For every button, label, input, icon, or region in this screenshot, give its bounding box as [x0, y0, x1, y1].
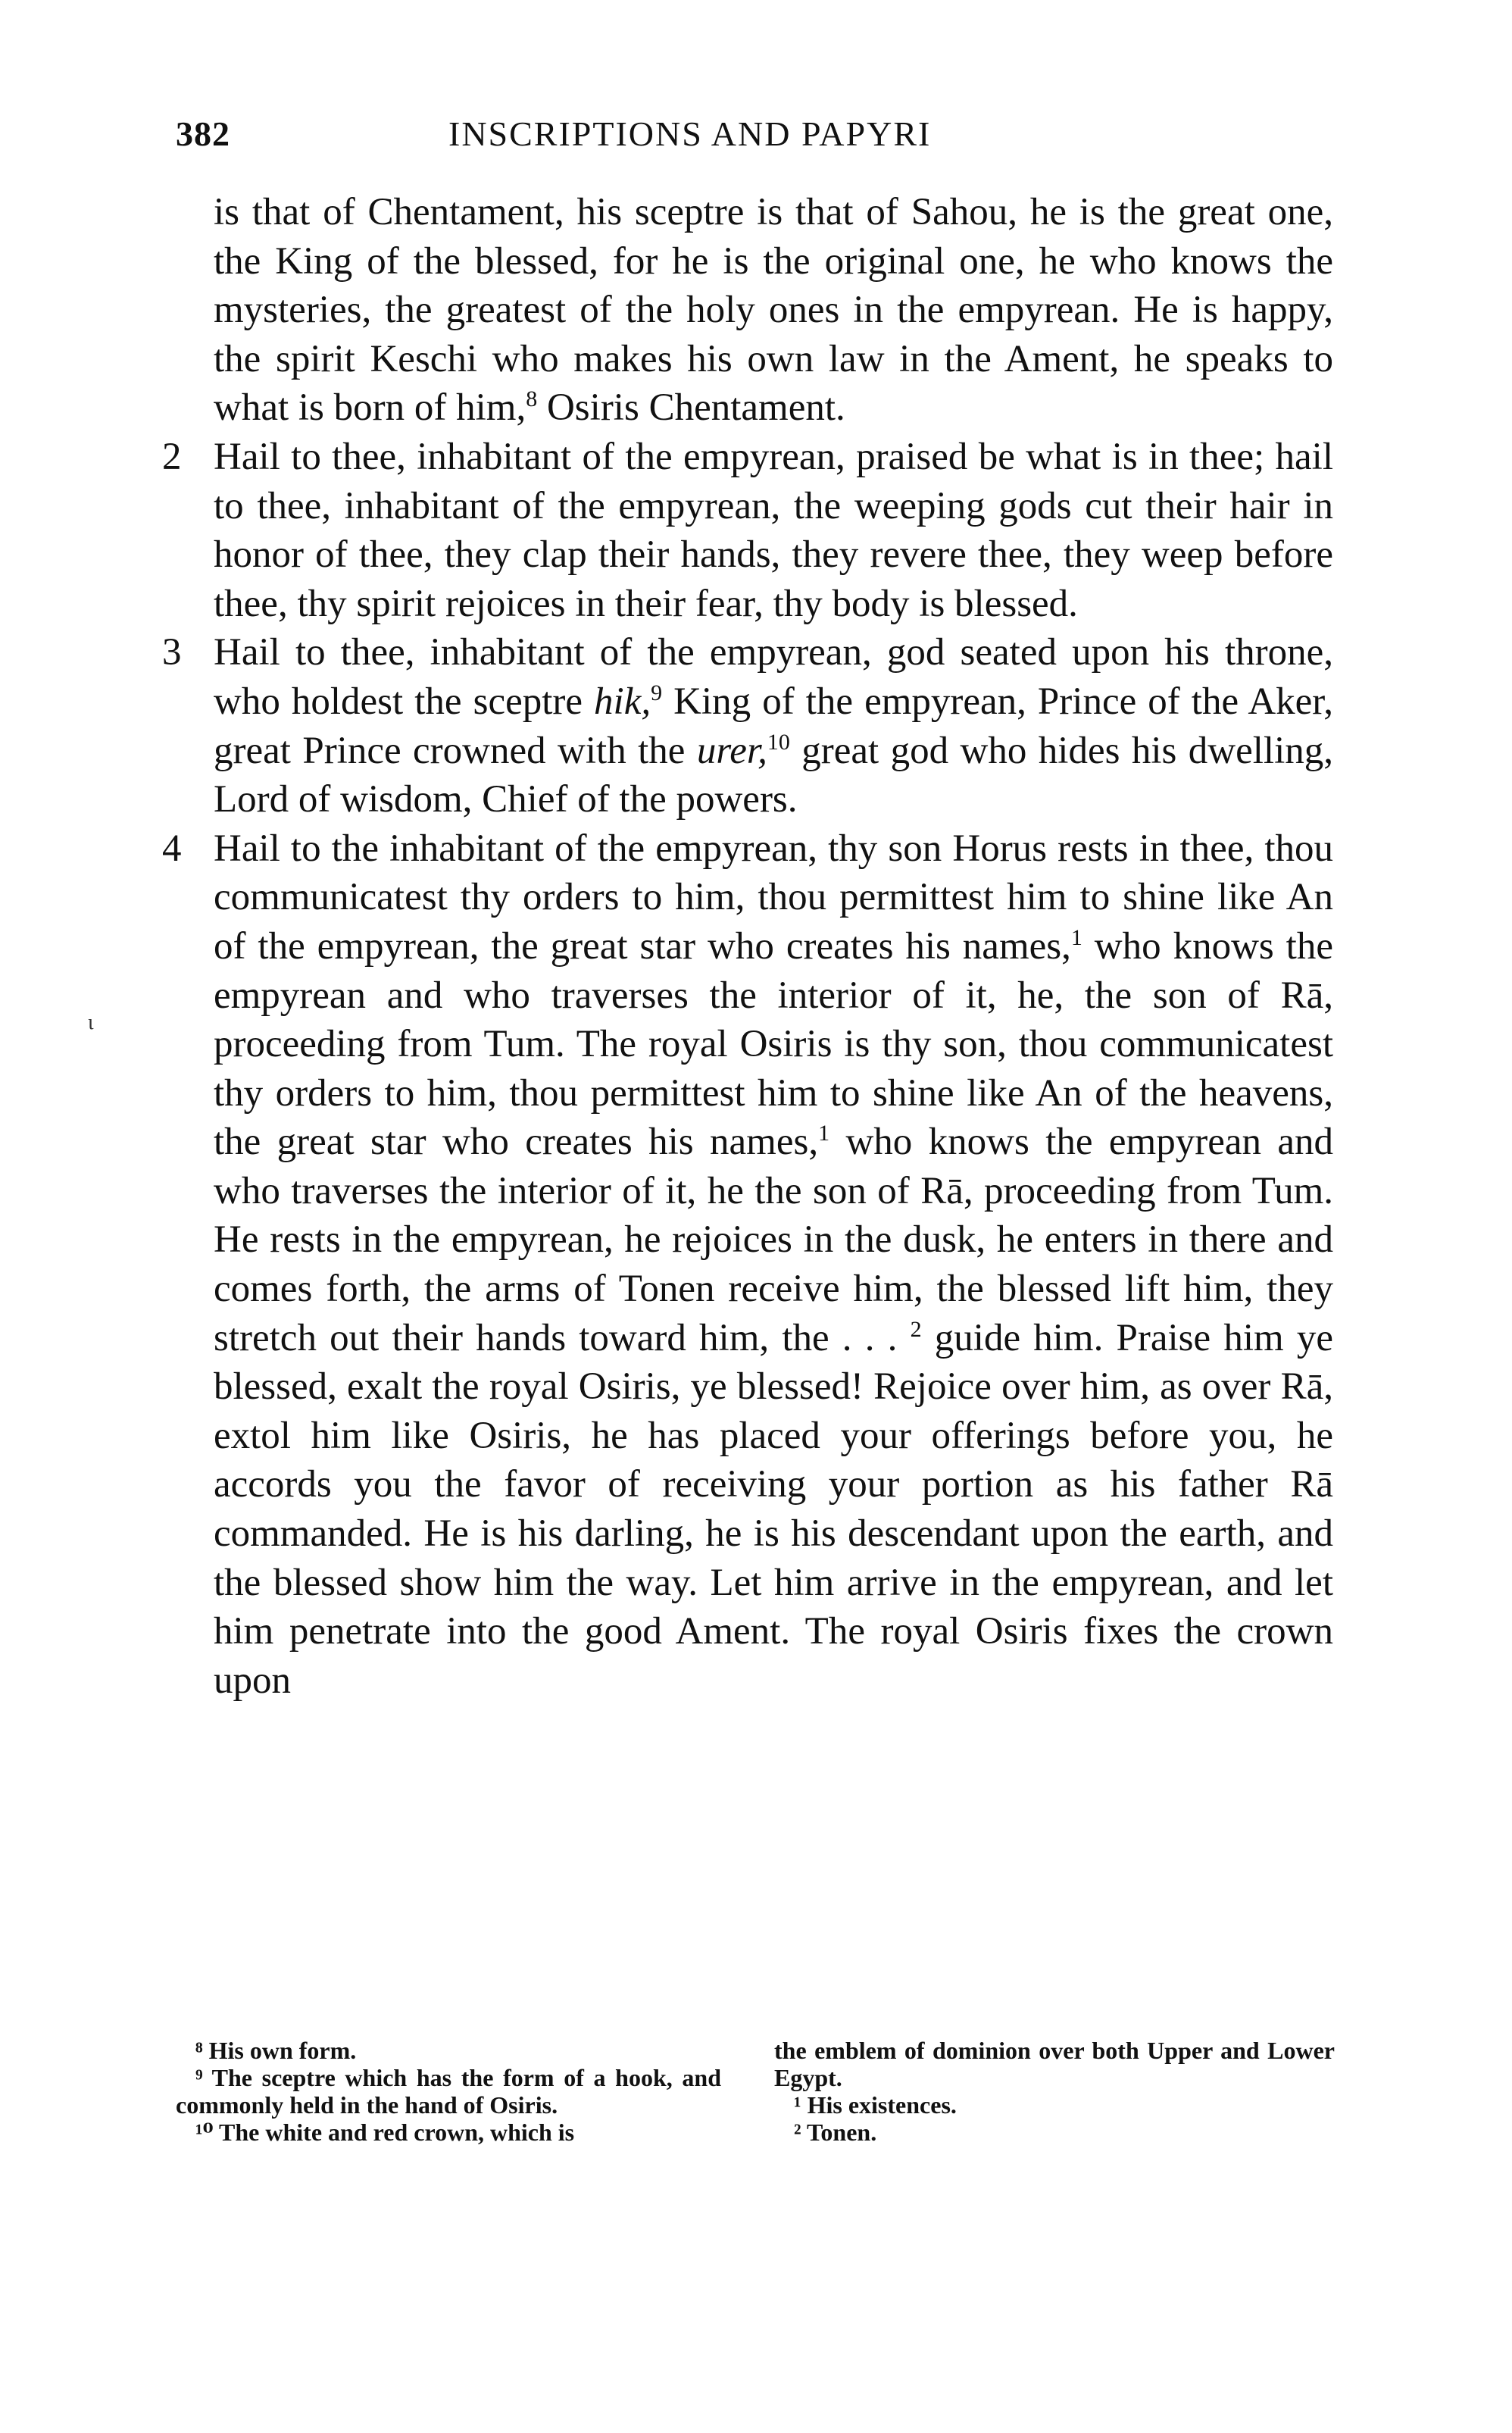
footnote-ref: 1 — [818, 1121, 830, 1146]
footnote-ref: 2 — [910, 1316, 922, 1342]
main-text — [162, 188, 1334, 1705]
italic-term: hik, — [594, 680, 651, 723]
verse-number: 4 — [162, 827, 182, 870]
paragraph-text: great god who hides his dwelling, Lord of wisdom, Chief of the powers. — [214, 729, 1334, 821]
footnote-1: ¹ His existences. — [794, 2091, 957, 2119]
page-number: 382 — [176, 114, 230, 153]
footnote-10-continued: the emblem of dominion over both Upper and Lower Egypt. — [774, 2037, 1335, 2091]
running-head: INSCRIPTIONS AND PAPYRI — [448, 114, 932, 153]
paragraph-text: Hail to the inhabitant of the empyrean, thy son Horus rests in thee, thou communicatest thy orders to him, thou permittest him to shine like An of the empyrean, the great star who creates his names, — [214, 827, 1333, 968]
footnote-ref: 8 — [526, 386, 538, 412]
paragraph-text: King of the empyrean, Prince of the Aker, great Prince crowned with the — [214, 680, 1333, 772]
paragraph-text: who knows the empyrean and who traverses the interior of it, he, the son of Rā, proceeding from Tum. The royal Osiris is thy son, thou communicatest thy orders to him, thou permittest him to shine like An of the heavens, the great star who creates his names, — [214, 924, 1333, 1164]
footnote-8: ⁸ His own form. — [195, 2037, 357, 2064]
footnote-2: ² Tonen. — [794, 2119, 877, 2146]
verse-number: 2 — [162, 435, 182, 478]
paragraph-text: is that of Chentament, his sceptre is that of Sahou, he is the great one, the King of the blessed, for he is the original one, he who knows the mysteries, the greatest of the holy ones in the empyrean. He is happy, the spirit Keschi who makes his own law in the Ament, he speaks to what is born of him, — [214, 191, 1333, 430]
paragraph-4 — [162, 824, 1333, 1706]
footnotes — [176, 2037, 1342, 2188]
footnote-ref: 9 — [651, 680, 663, 705]
paragraph-2 — [162, 433, 1333, 628]
paragraph-3 — [162, 628, 1334, 824]
footnote-ref: 10 — [767, 729, 790, 755]
margin-mark: ι — [88, 1011, 94, 1034]
footnote-9: ⁹ The sceptre which has the form of a hook, and commonly held in the hand of Osiris. — [176, 2064, 721, 2119]
paragraph-text: who knows the empyrean and who traverses the interior of it, he the son of Rā, proceeding from Tum. He rests in the empyrean, he rejoices in the dusk, he enters in there and comes forth, the arms of Tonen receive him, the blessed lift him, they stretch out their hands toward him, the . . . — [214, 1121, 1333, 1359]
footnote-ref: 1 — [1070, 924, 1082, 950]
paragraph-1 — [214, 188, 1333, 433]
footnote-10: ¹⁰ The white and red crown, which is — [195, 2119, 575, 2146]
footnotes-left-column — [176, 2037, 721, 2146]
paragraph-text: Hail to thee, inhabitant of the empyrean, god seated upon his throne, who holdest the sceptre — [214, 631, 1333, 723]
footnotes-right-column — [774, 2037, 1335, 2146]
paragraph-text: Hail to thee, inhabitant of the empyrean, praised be what is in thee; hail to thee, inhabitant of the empyrean, the weeping gods cut their hair in honor of thee, they clap their hands, they revere thee, they weep before thee, thy spirit rejoices in their fear, thy body is blessed. — [214, 435, 1333, 625]
paragraph-text: guide him. Praise him ye blessed, exalt the royal Osiris, ye blessed! Rejoice over him, as over Rā, extol him like Osiris, he has placed your offerings before you, he accords you the favor of receiving your portion as his father Rā commanded. He is his darling, he is his descendant upon the earth, and the blessed show him the way. Let him arrive in the empyrean, and let him penetrate into the good Ament. The royal Osiris fixes the crown upon — [214, 1316, 1333, 1702]
page-header — [176, 114, 1327, 174]
italic-term: urer, — [696, 729, 767, 772]
verse-number: 3 — [162, 631, 182, 674]
paragraph-text: Osiris Chentament. — [537, 386, 845, 430]
